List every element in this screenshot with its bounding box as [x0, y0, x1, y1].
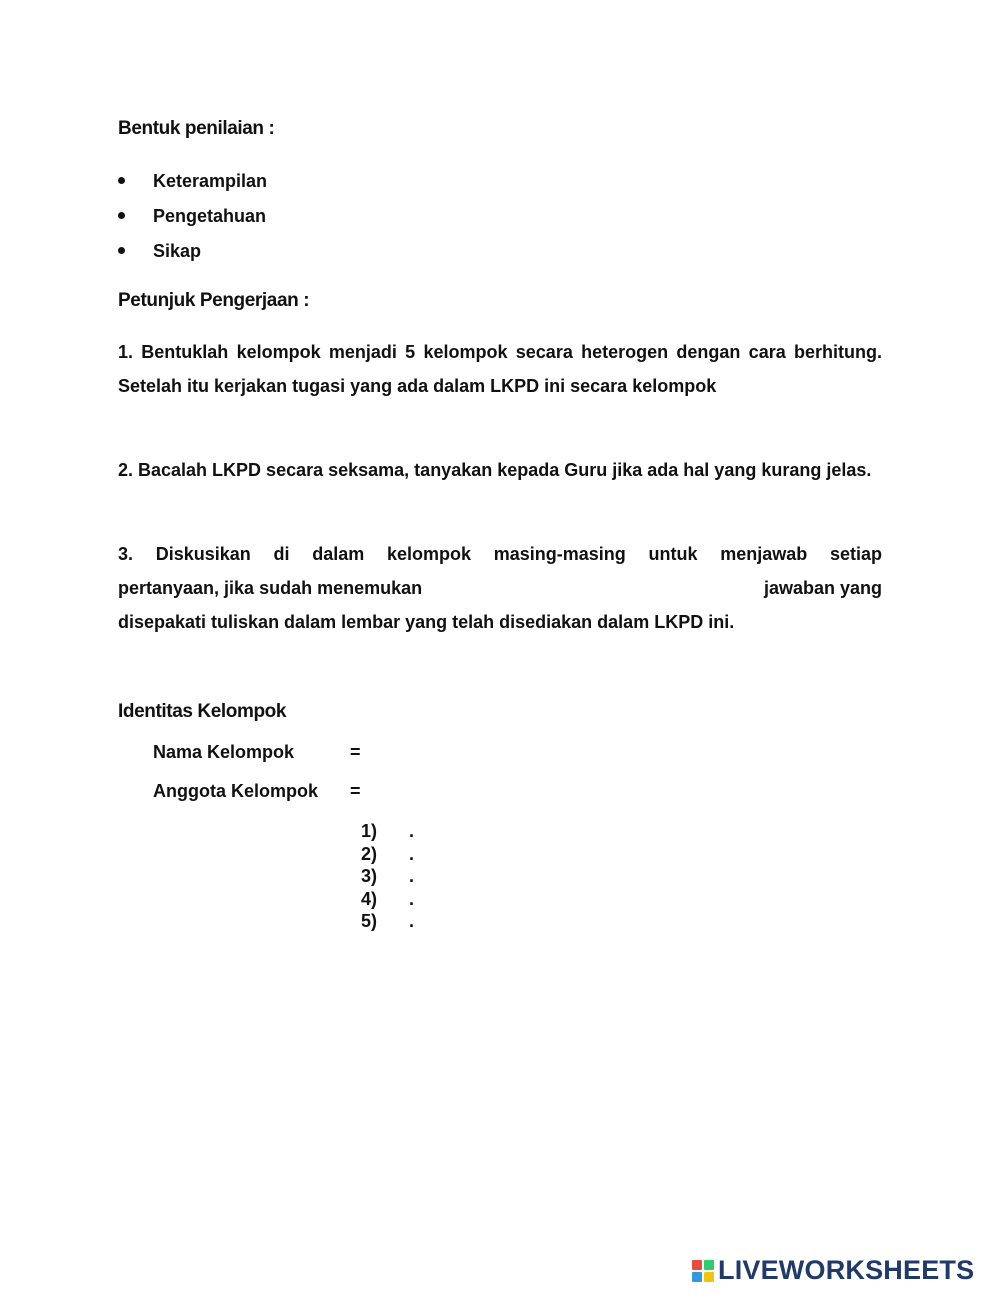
member-field[interactable]: .: [409, 821, 415, 841]
step3-line-3: disepakati tuliskan dalam lembar yang telah disediakan dalam LKPD ini.: [118, 612, 735, 632]
step3-line-2: [118, 571, 882, 605]
liveworksheets-logo-icon: [692, 1260, 714, 1282]
instructions-heading: Petunjuk Pengerjaan :: [118, 290, 310, 311]
instruction-step-2: 2. Bacalah LKPD secara seksama, tanyakan kepada Guru jika ada hal yang kurang jelas.: [118, 460, 872, 480]
list-item[interactable]: 5) .: [361, 911, 415, 931]
bullet-icon: [118, 247, 125, 254]
list-item[interactable]: 4) .: [361, 888, 415, 909]
logo-block: [692, 1272, 702, 1282]
list-item: Keterampilan: [118, 168, 267, 203]
group-name-label: Nama Kelompok: [153, 742, 295, 762]
bullet-icon: [118, 212, 125, 219]
list-item: Pengetahuan: [118, 203, 267, 238]
instruction-step-3: [118, 537, 882, 639]
list-item[interactable]: 3) .: [361, 866, 415, 886]
list-item[interactable]: 2) .: [361, 843, 415, 864]
step3-line-1: 3. Diskusikan di dalam kelompok masing-masing untuk menjawab setiap: [118, 544, 882, 564]
member-field[interactable]: .: [409, 911, 415, 931]
assessment-heading: Bentuk penilaian :: [118, 118, 275, 139]
group-members-row: [153, 778, 361, 804]
logo-text: LIVEWORKSHEETS: [718, 1255, 975, 1285]
liveworksheets-logo: [692, 1255, 974, 1286]
member-field[interactable]: .: [409, 888, 415, 909]
group-identity-heading: Identitas Kelompok: [118, 701, 287, 722]
group-name-separator: =: [350, 742, 361, 762]
step3-line-2-right: jawaban yang: [763, 578, 882, 598]
instruction-step-1: 1. Bentuklah kelompok menjadi 5 kelompok secara heterogen dengan cara berhitung. Setelah itu kerjakan tugasi yang ada dalam LKPD ini secara kelompok: [118, 342, 882, 396]
member-field[interactable]: .: [409, 843, 415, 864]
group-members-separator: =: [350, 781, 361, 801]
list-item[interactable]: 1) .: [361, 821, 415, 841]
group-members-label: Anggota Kelompok: [153, 781, 318, 801]
list-item: Sikap: [118, 238, 267, 273]
group-name-row: [153, 739, 661, 765]
logo-block: [692, 1260, 702, 1270]
bullet-icon: [118, 177, 125, 184]
member-field[interactable]: .: [409, 866, 415, 886]
member-list: [361, 820, 414, 933]
assessment-list: [118, 168, 267, 273]
logo-block: [704, 1272, 714, 1282]
group-name-field[interactable]: [361, 739, 661, 765]
step3-line-2-left: pertanyaan, jika sudah menemukan: [118, 578, 423, 598]
answer-blank[interactable]: [422, 571, 764, 605]
logo-block: [704, 1260, 714, 1270]
